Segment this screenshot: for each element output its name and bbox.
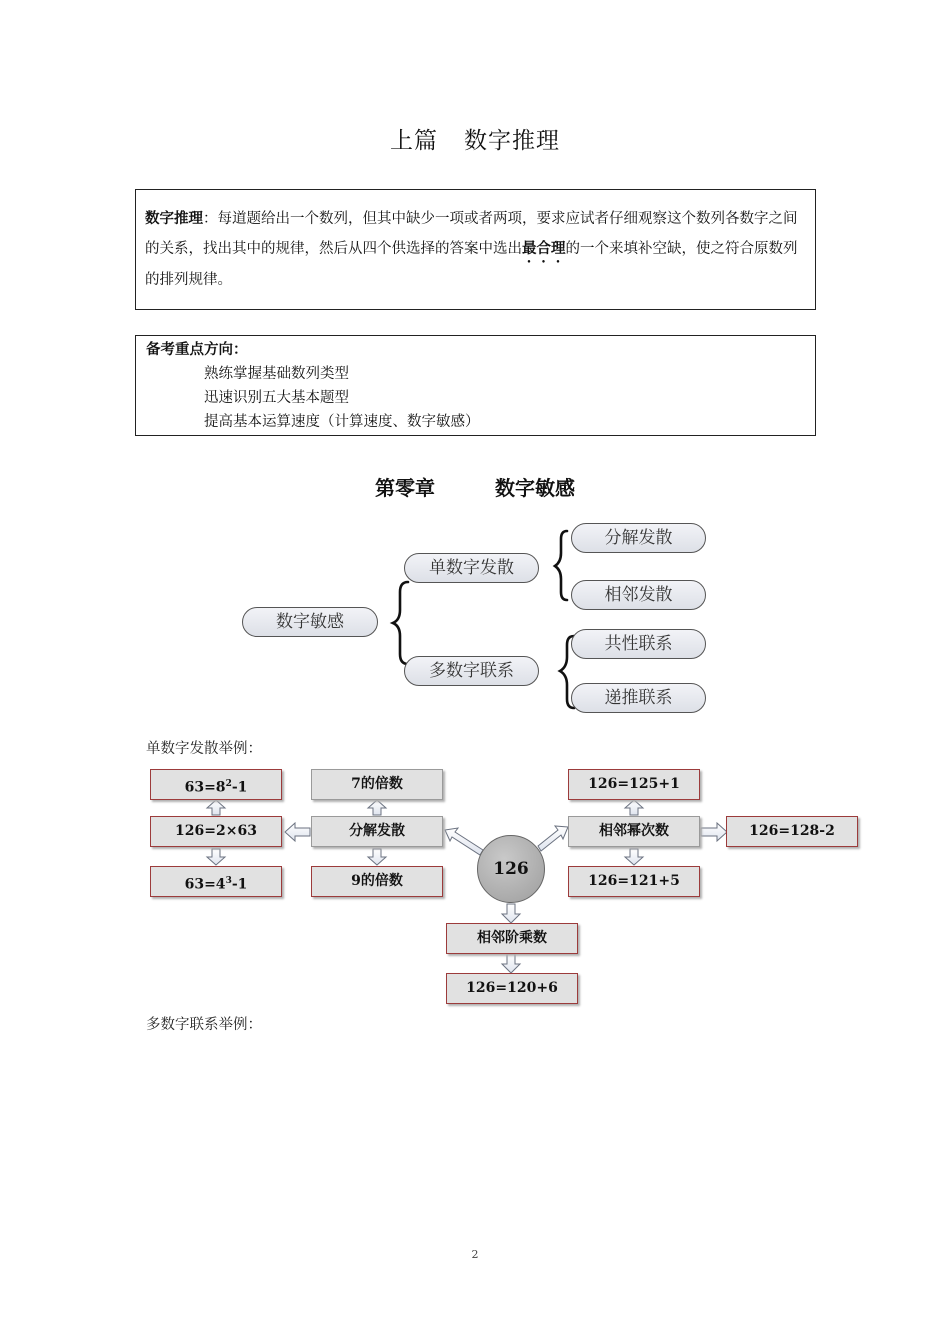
- right-main-box: 相邻幂次数: [568, 816, 700, 847]
- mindmap-branch-multi: 多数字联系: [404, 656, 539, 686]
- definition-text-after: 的一个来填补空缺，使之符合原数列的排列规律。: [145, 241, 798, 288]
- focus-item: 迅速识别五大基本题型: [204, 390, 349, 406]
- mindmap-leaf-adjacent: 相邻发散: [571, 580, 706, 610]
- arrow-down: [502, 954, 520, 973]
- arrow-right: [701, 823, 727, 841]
- far-left-top-sup: 2: [225, 779, 232, 789]
- mindmap-leaf-decompose: 分解发散: [571, 523, 706, 553]
- center-circle: 126: [477, 835, 545, 903]
- mindmap-leaf-common: 共性联系: [571, 629, 706, 659]
- far-left-bottom-base: 63=4: [184, 876, 226, 893]
- right-bottom-box: 126=121+5: [568, 866, 700, 897]
- far-left-bottom-sup: 3: [225, 876, 232, 886]
- arrow-up: [625, 800, 643, 815]
- definition-text-before: 每道题给出一个数列，但其中缺少一项或者两项，要求应试者仔细观察这个数列各数字之间的关系，找出其中的规律，然后从四个供选择的答案中选出: [145, 211, 798, 257]
- mindmap-branch-single: 单数字发散: [404, 553, 539, 583]
- mindmap-leaf-recursive: 递推联系: [571, 683, 706, 713]
- left-top-box: 7的倍数: [311, 769, 443, 800]
- example2-caption: 多数字联系举例：: [146, 1017, 262, 1033]
- chapter-part1: 第零章: [375, 476, 435, 500]
- mindmap-root: 数字敏感: [242, 607, 378, 637]
- far-left-bottom-box: [150, 866, 282, 897]
- arrow-up: [207, 800, 225, 815]
- far-left-top-tail: -1: [231, 779, 248, 796]
- arrow-down: [625, 849, 643, 865]
- focus-item: 熟练掌握基础数列类型: [204, 366, 349, 382]
- definition-emphasis: 最合理: [522, 240, 566, 257]
- far-right-box: 126=128-2: [726, 816, 858, 847]
- far-left-top-base: 63=8: [184, 779, 226, 796]
- arrow-left: [285, 823, 310, 841]
- right-top-box: 126=125+1: [568, 769, 700, 800]
- example1-caption: 单数字发散举例：: [146, 741, 262, 757]
- arrow-up: [368, 800, 386, 815]
- definition-colon: ：: [203, 211, 218, 227]
- arrow-diagonal-right: [538, 826, 568, 851]
- definition-term: 数字推理: [145, 210, 203, 227]
- chapter-part2: 数字敏感: [495, 476, 575, 500]
- focus-heading: 备考重点方向：: [146, 341, 248, 358]
- far-left-main-box: 126=2×63: [150, 816, 282, 847]
- arrow-down: [368, 849, 386, 865]
- arrow-down: [207, 849, 225, 865]
- left-main-box: 分解发散: [311, 816, 443, 847]
- focus-item: 提高基本运算速度（计算速度、数字敏感）: [204, 414, 480, 430]
- bottom-main-box: 相邻阶乘数: [446, 923, 578, 954]
- title-part1: 上篇: [390, 128, 438, 154]
- bottom-result-box: 126=120+6: [446, 973, 578, 1004]
- far-left-bottom-tail: -1: [231, 876, 248, 893]
- title-part2: 数字推理: [464, 128, 560, 154]
- arrow-down: [502, 904, 520, 923]
- left-bottom-box: 9的倍数: [311, 866, 443, 897]
- page-number: 2: [471, 1248, 479, 1261]
- arrow-diagonal-left: [445, 828, 483, 855]
- far-left-top-box: [150, 769, 282, 800]
